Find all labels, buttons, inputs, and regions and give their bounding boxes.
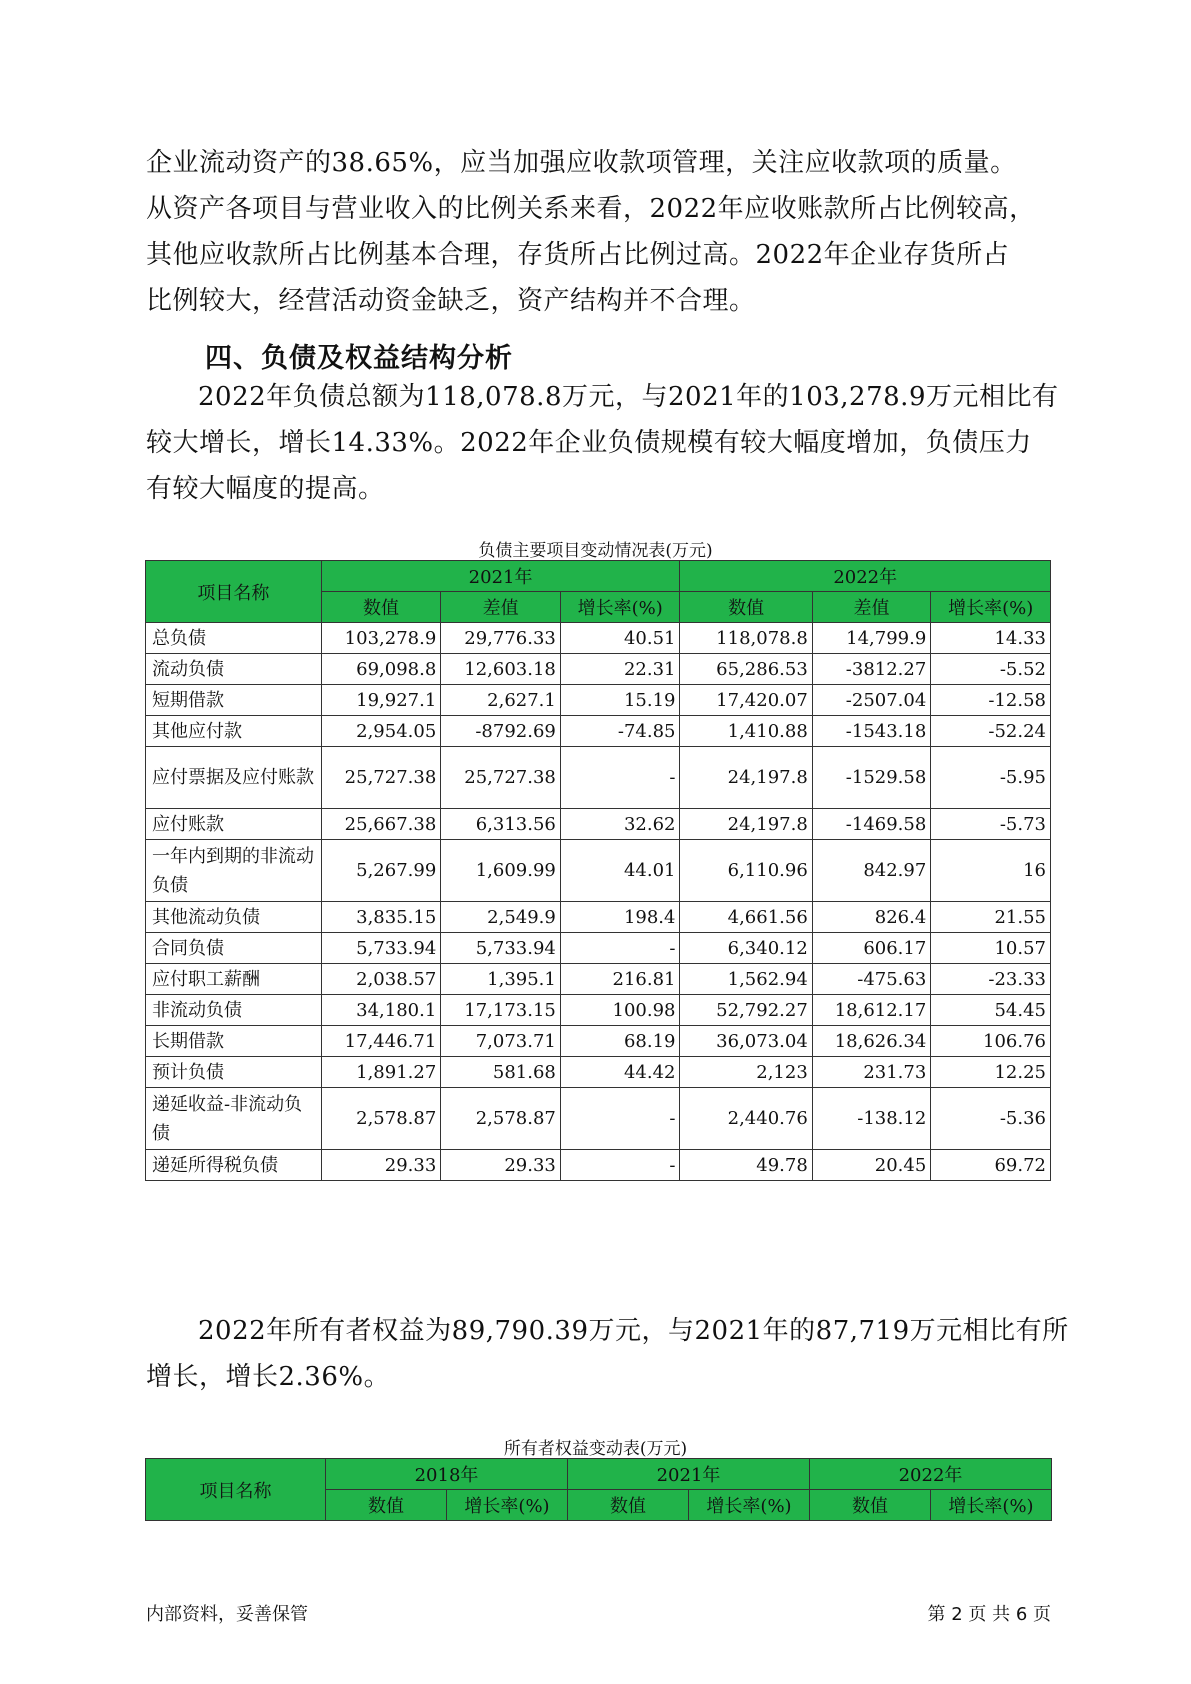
cell-value: 5,733.94 [321,933,441,964]
equity-table [145,1458,1052,1521]
row-label: 应付账款 [146,809,322,840]
text-line: 比例较大，经营活动资金缺乏，资产结构并不合理。 [146,286,756,316]
liability-paragraph [146,374,1059,512]
row-label: 一年内到期的非流动负债 [146,840,322,902]
text-line: 其他应收款所占比例基本合理，存货所占比例过高。2022年企业存货所占 [146,240,1010,270]
row-label: 总负债 [146,623,322,654]
cell-diff: 842.97 [812,840,931,902]
footer-confidential-note: 内部资料，妥善保管 [146,1604,308,1625]
cell-diff: 17,173.15 [441,995,561,1026]
row-label: 递延所得税负债 [146,1150,322,1181]
cell-rate: 14.33 [931,623,1051,654]
cell-diff: 2,627.1 [441,685,561,716]
cell-diff: 231.73 [812,1057,931,1088]
cell-diff: -1529.58 [812,747,931,809]
header-rate: 增长率(%) [689,1490,810,1521]
cell-value: 103,278.9 [321,623,441,654]
header-value: 数值 [568,1490,689,1521]
cell-rate: 54.45 [931,995,1051,1026]
header-value: 数值 [680,592,812,623]
cell-rate: -5.73 [931,809,1051,840]
equity-paragraph [146,1308,1069,1400]
cell-value: 24,197.8 [680,809,812,840]
row-label: 其他流动负债 [146,902,322,933]
cell-value: 4,661.56 [680,902,812,933]
header-year-2021: 2021年 [568,1459,810,1490]
cell-value: 2,954.05 [321,716,441,747]
text-line: 有较大幅度的提高。 [146,474,385,504]
header-item-name: 项目名称 [146,561,322,623]
cell-value: 19,927.1 [321,685,441,716]
cell-rate: -12.58 [931,685,1051,716]
cell-rate: 16 [931,840,1051,902]
cell-value: 2,578.87 [321,1088,441,1150]
cell-rate: 198.4 [560,902,680,933]
cell-rate: 21.55 [931,902,1051,933]
table-row [146,1057,1051,1088]
cell-diff: 25,727.38 [441,747,561,809]
cell-rate: 44.01 [560,840,680,902]
cell-value: 3,835.15 [321,902,441,933]
table-row [146,1026,1051,1057]
text-line: 较大增长，增长14.33%。2022年企业负债规模有较大幅度增加，负债压力 [146,428,1032,458]
cell-value: 2,123 [680,1057,812,1088]
table-row [146,809,1051,840]
intro-paragraph [146,140,1051,324]
text-line: 2022年所有者权益为89,790.39万元，与2021年的87,719万元相比有所 [198,1316,1069,1346]
cell-diff: 2,578.87 [441,1088,561,1150]
cell-rate: 106.76 [931,1026,1051,1057]
row-label: 应付票据及应付账款 [146,747,322,809]
liability-table-caption: 负债主要项目变动情况表(万元) [478,541,713,561]
row-label: 长期借款 [146,1026,322,1057]
table-row [146,623,1051,654]
cell-rate: -5.95 [931,747,1051,809]
header-value: 数值 [326,1490,447,1521]
cell-value: 2,440.76 [680,1088,812,1150]
section-heading: 四、负债及权益结构分析 [205,343,513,374]
cell-value: 25,667.38 [321,809,441,840]
cell-value: 36,073.04 [680,1026,812,1057]
table-row [146,995,1051,1026]
table-row [146,1088,1051,1150]
equity-table-caption: 所有者权益变动表(万元) [503,1439,688,1459]
header-item-name: 项目名称 [146,1459,326,1521]
cell-diff: -475.63 [812,964,931,995]
text-line: 2022年负债总额为118,078.8万元，与2021年的103,278.9万元相比有 [198,382,1059,412]
row-label: 预计负债 [146,1057,322,1088]
cell-diff: 1,395.1 [441,964,561,995]
table-row [146,902,1051,933]
liability-table [145,560,1051,1181]
header-rate: 增长率(%) [931,1490,1052,1521]
cell-rate: - [560,747,680,809]
cell-diff: 606.17 [812,933,931,964]
cell-rate: 32.62 [560,809,680,840]
header-rate: 增长率(%) [447,1490,568,1521]
header-diff: 差值 [812,592,931,623]
cell-rate: 216.81 [560,964,680,995]
cell-rate: 44.42 [560,1057,680,1088]
cell-value: 1,410.88 [680,716,812,747]
cell-diff: 20.45 [812,1150,931,1181]
cell-diff: 2,549.9 [441,902,561,933]
cell-diff: 581.68 [441,1057,561,1088]
cell-diff: 12,603.18 [441,654,561,685]
text-line: 企业流动资产的38.65%，应当加强应收款项管理，关注应收款项的质量。 [146,148,1017,178]
cell-value: 2,038.57 [321,964,441,995]
cell-value: 17,420.07 [680,685,812,716]
row-label: 其他应付款 [146,716,322,747]
row-label: 流动负债 [146,654,322,685]
header-year-2022: 2022年 [680,561,1051,592]
cell-diff: -138.12 [812,1088,931,1150]
header-value: 数值 [321,592,441,623]
cell-diff: 18,612.17 [812,995,931,1026]
cell-rate: -5.52 [931,654,1051,685]
cell-value: 24,197.8 [680,747,812,809]
row-label: 非流动负债 [146,995,322,1026]
cell-rate: 40.51 [560,623,680,654]
table-row [146,716,1051,747]
table-row [146,964,1051,995]
cell-diff: 6,313.56 [441,809,561,840]
cell-diff: -2507.04 [812,685,931,716]
cell-value: 1,562.94 [680,964,812,995]
cell-diff: 14,799.9 [812,623,931,654]
cell-value: 17,446.71 [321,1026,441,1057]
cell-value: 52,792.27 [680,995,812,1026]
cell-value: 1,891.27 [321,1057,441,1088]
cell-rate: -23.33 [931,964,1051,995]
cell-rate: -74.85 [560,716,680,747]
table-row [146,1150,1051,1181]
text-line: 从资产各项目与营业收入的比例关系来看，2022年应收账款所占比例较高， [146,194,1036,224]
text-line: 增长，增长2.36%。 [146,1362,391,1392]
row-label: 合同负债 [146,933,322,964]
footer-page-number: 第 2 页 共 6 页 [927,1604,1051,1625]
cell-value: 6,110.96 [680,840,812,902]
cell-rate: -52.24 [931,716,1051,747]
cell-rate: - [560,1150,680,1181]
header-value: 数值 [810,1490,931,1521]
header-year-2021: 2021年 [321,561,680,592]
cell-rate: - [560,933,680,964]
cell-value: 34,180.1 [321,995,441,1026]
table-row [146,685,1051,716]
cell-value: 49.78 [680,1150,812,1181]
cell-rate: 68.19 [560,1026,680,1057]
row-label: 短期借款 [146,685,322,716]
cell-value: 6,340.12 [680,933,812,964]
header-year-2018: 2018年 [326,1459,568,1490]
cell-rate: 100.98 [560,995,680,1026]
cell-value: 5,267.99 [321,840,441,902]
cell-diff: 29.33 [441,1150,561,1181]
cell-rate: -5.36 [931,1088,1051,1150]
cell-diff: 826.4 [812,902,931,933]
header-rate: 增长率(%) [931,592,1051,623]
row-label: 应付职工薪酬 [146,964,322,995]
cell-rate: 10.57 [931,933,1051,964]
cell-diff: 7,073.71 [441,1026,561,1057]
cell-diff: -1469.58 [812,809,931,840]
row-label: 递延收益-非流动负债 [146,1088,322,1150]
table-row [146,654,1051,685]
cell-value: 65,286.53 [680,654,812,685]
table-row [146,747,1051,809]
cell-diff: 1,609.99 [441,840,561,902]
cell-value: 69,098.8 [321,654,441,685]
cell-diff: -3812.27 [812,654,931,685]
cell-rate: 69.72 [931,1150,1051,1181]
cell-diff: -8792.69 [441,716,561,747]
cell-rate: - [560,1088,680,1150]
cell-value: 118,078.8 [680,623,812,654]
cell-diff: -1543.18 [812,716,931,747]
header-rate: 增长率(%) [560,592,680,623]
cell-diff: 18,626.34 [812,1026,931,1057]
header-year-2022: 2022年 [810,1459,1052,1490]
table-row [146,933,1051,964]
cell-value: 29.33 [321,1150,441,1181]
cell-rate: 22.31 [560,654,680,685]
cell-rate: 12.25 [931,1057,1051,1088]
header-diff: 差值 [441,592,561,623]
cell-diff: 29,776.33 [441,623,561,654]
table-row [146,840,1051,902]
cell-diff: 5,733.94 [441,933,561,964]
cell-rate: 15.19 [560,685,680,716]
cell-value: 25,727.38 [321,747,441,809]
